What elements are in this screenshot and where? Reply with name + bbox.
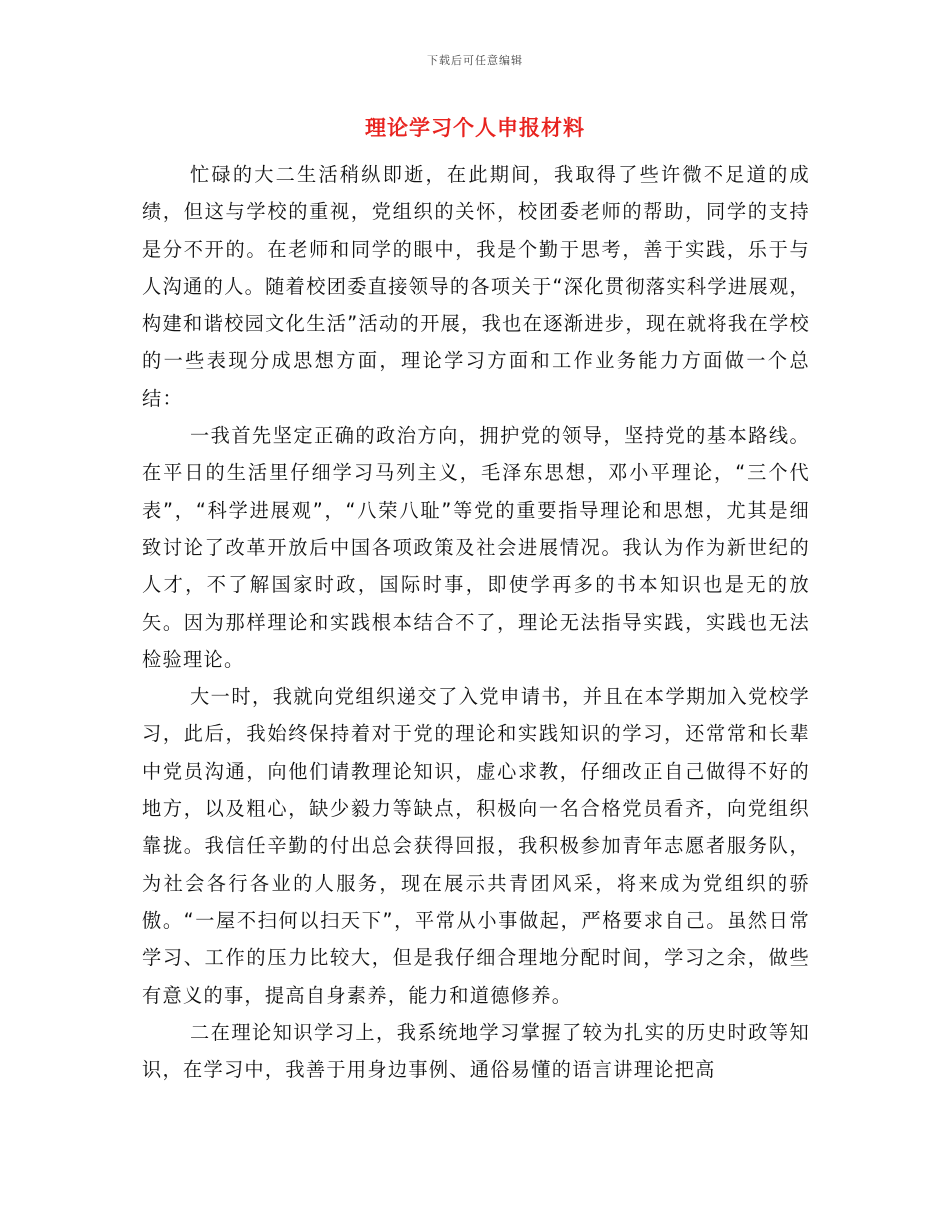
document-body [142, 156, 810, 1088]
paragraph-political-direction: 一我首先坚定正确的政治方向，拥护党的领导，坚持党的基本路线。在平日的生活里仔细学习马列主义，毛泽东思想，邓小平理论，“三个代表”，“科学进展观”，“八荣八耻”等党的重要指导理论和思想，尤其是细致讨论了改革开放后中国各项政策及社会进展情况。我认为作为新世纪的人才，不了解国家时政，国际时事，即使学再多的书本知识也是无的放矢。因为那样理论和实践根本结合不了，理论无法指导实践，实践也无法检验理论。 [142, 424, 810, 671]
page-header-note: 下载后可任意编辑 [427, 54, 523, 67]
paragraph-intro: 忙碌的大二生活稍纵即逝，在此期间，我取得了些许微不足道的成绩，但这与学校的重视，党组织的关怀，校团委老师的帮助，同学的支持是分不开的。在老师和同学的眼中，我是个勤于思考，善于实践，乐于与人沟通的人。随着校团委直接领导的各项关于“深化贯彻落实科学进展观，构建和谐校园文化生活”活动的开展，我也在逐渐进步，现在就将我在学校的一些表现分成思想方面，理论学习方面和工作业务能力方面做一个总结： [142, 163, 810, 410]
document-title: 理论学习个人申报材料 [365, 115, 585, 140]
paragraph-theory-study: 二在理论知识学习上，我系统地学习掌握了较为扎实的历史时政等知识，在学习中，我善于用身边事例、通俗易懂的语言讲理论把高 [142, 1020, 810, 1082]
paragraph-party-application: 大一时，我就向党组织递交了入党申请书，并且在本学期加入党校学习，此后，我始终保持着对于党的理论和实践知识的学习，还常常和长辈中党员沟通，向他们请教理论知识，虚心求教，仔细改正自己做得不好的地方，以及粗心，缺少毅力等缺点，积极向一名合格党员看齐，向党组织靠拢。我信任辛勤的付出总会获得回报，我积极参加青年志愿者服务队，为社会各行各业的人服务，现在展示共青团风采，将来成为党组织的骄傲。“一屋不扫何以扫天下”，平常从小事做起，严格要求自己。虽然日常学习、工作的压力比较大，但是我仔细合理地分配时间，学习之余，做些有意义的事，提高自身素养，能力和道德修养。 [142, 685, 810, 1007]
